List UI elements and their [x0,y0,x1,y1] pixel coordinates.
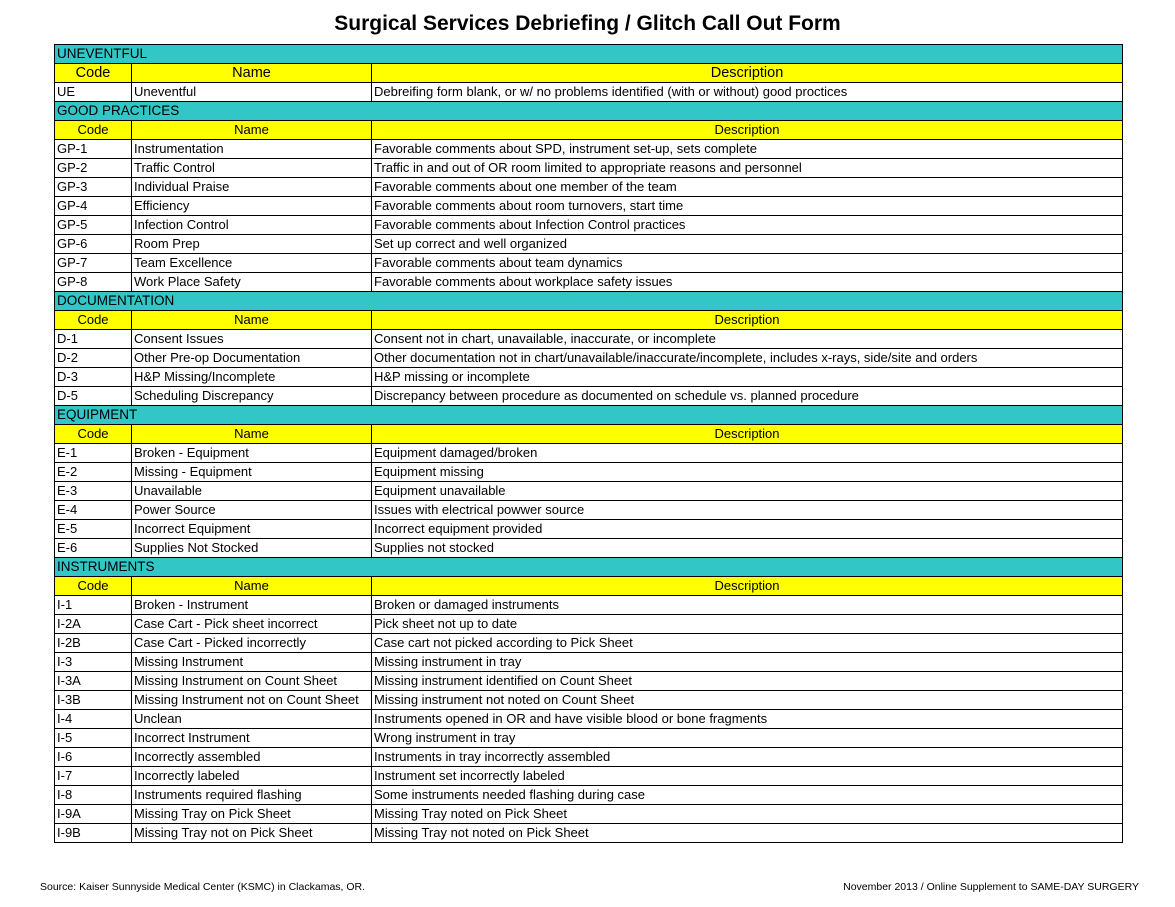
row-name: Consent Issues [132,330,372,349]
table-row [55,216,1123,235]
table-row [55,748,1123,767]
row-code: GP-1 [55,140,132,159]
page-title: Surgical Services Debriefing / Glitch Call Out Form [334,12,841,35]
row-name: Unavailable [132,482,372,501]
table-row [55,482,1123,501]
row-name: Power Source [132,501,372,520]
column-header-row [55,425,1123,444]
row-description: Instruments opened in OR and have visible blood or bone fragments [372,710,1123,729]
table-row [55,140,1123,159]
publication-note: November 2013 / Online Supplement to SAME-DAY SURGERY [843,881,1139,893]
row-name: Other Pre-op Documentation [132,349,372,368]
row-code: GP-7 [55,254,132,273]
table-row [55,615,1123,634]
name-column-header: Name [132,425,372,444]
section-title: INSTRUMENTS [55,558,1123,577]
row-description: Missing instrument identified on Count Sheet [372,672,1123,691]
row-code: I-3B [55,691,132,710]
row-description: Favorable comments about workplace safety issues [372,273,1123,292]
table-row [55,197,1123,216]
row-description: Equipment unavailable [372,482,1123,501]
row-code: I-3 [55,653,132,672]
section-title: DOCUMENTATION [55,292,1123,311]
row-description: Favorable comments about SPD, instrument set-up, sets complete [372,140,1123,159]
row-description: Missing Tray not noted on Pick Sheet [372,824,1123,843]
row-code: I-2B [55,634,132,653]
code-column-header: Code [55,121,132,140]
row-code: E-5 [55,520,132,539]
row-code: I-8 [55,786,132,805]
row-name: Supplies Not Stocked [132,539,372,558]
row-description: Pick sheet not up to date [372,615,1123,634]
row-name: Incorrectly labeled [132,767,372,786]
row-name: Infection Control [132,216,372,235]
description-column-header: Description [372,425,1123,444]
table-row [55,710,1123,729]
row-code: E-4 [55,501,132,520]
row-code: E-3 [55,482,132,501]
section-header [55,102,1123,121]
row-description: H&P missing or incomplete [372,368,1123,387]
row-description: Missing Tray noted on Pick Sheet [372,805,1123,824]
table-row [55,596,1123,615]
row-description: Supplies not stocked [372,539,1123,558]
row-name: Broken - Instrument [132,596,372,615]
row-code: E-1 [55,444,132,463]
row-description: Consent not in chart, unavailable, inaccurate, or incomplete [372,330,1123,349]
row-code: I-3A [55,672,132,691]
description-column-header: Description [372,121,1123,140]
row-code: E-2 [55,463,132,482]
row-description: Favorable comments about one member of the team [372,178,1123,197]
row-code: I-6 [55,748,132,767]
section-title: EQUIPMENT [55,406,1123,425]
section-header [55,292,1123,311]
table-row [55,729,1123,748]
glitch-call-out-table [54,44,1123,843]
row-description: Wrong instrument in tray [372,729,1123,748]
row-name: Traffic Control [132,159,372,178]
row-description: Favorable comments about Infection Control practices [372,216,1123,235]
table-row [55,273,1123,292]
row-description: Incorrect equipment provided [372,520,1123,539]
row-code: I-4 [55,710,132,729]
section-title: UNEVENTFUL [55,45,1123,64]
description-column-header: Description [372,577,1123,596]
table-row [55,159,1123,178]
row-code: I-2A [55,615,132,634]
row-code: I-5 [55,729,132,748]
table-row [55,444,1123,463]
table-row [55,672,1123,691]
row-description: Debreifing form blank, or w/ no problems identified (with or without) good proctices [372,83,1123,102]
description-column-header: Description [372,311,1123,330]
row-name: Missing Instrument [132,653,372,672]
row-name: Efficiency [132,197,372,216]
row-code: UE [55,83,132,102]
row-description: Missing instrument not noted on Count Sheet [372,691,1123,710]
table-row [55,634,1123,653]
column-header-row [55,64,1123,83]
table-row [55,691,1123,710]
table-body [55,45,1123,843]
row-name: Missing Tray on Pick Sheet [132,805,372,824]
row-description: Favorable comments about team dynamics [372,254,1123,273]
row-name: Incorrectly assembled [132,748,372,767]
row-description: Issues with electrical powwer source [372,501,1123,520]
table-row [55,330,1123,349]
row-name: H&P Missing/Incomplete [132,368,372,387]
row-description: Instrument set incorrectly labeled [372,767,1123,786]
row-name: Individual Praise [132,178,372,197]
row-name: Instrumentation [132,140,372,159]
row-description: Instruments in tray incorrectly assembled [372,748,1123,767]
table-row [55,653,1123,672]
source-note: Source: Kaiser Sunnyside Medical Center (KSMC) in Clackamas, OR. [40,881,366,893]
row-code: I-7 [55,767,132,786]
table-row [55,786,1123,805]
row-description: Discrepancy between procedure as documented on schedule vs. planned procedure [372,387,1123,406]
table-row [55,83,1123,102]
table-row [55,235,1123,254]
row-code: I-9A [55,805,132,824]
row-description: Case cart not picked according to Pick Sheet [372,634,1123,653]
row-name: Missing Instrument on Count Sheet [132,672,372,691]
table-row [55,539,1123,558]
row-name: Broken - Equipment [132,444,372,463]
row-code: D-5 [55,387,132,406]
section-title: GOOD PRACTICES [55,102,1123,121]
name-column-header: Name [132,121,372,140]
row-description: Equipment missing [372,463,1123,482]
row-code: GP-8 [55,273,132,292]
table-row [55,805,1123,824]
row-description: Broken or damaged instruments [372,596,1123,615]
table-row [55,254,1123,273]
row-description: Favorable comments about room turnovers, start time [372,197,1123,216]
table-row [55,368,1123,387]
row-code: I-1 [55,596,132,615]
row-name: Missing Instrument not on Count Sheet [132,691,372,710]
table-row [55,520,1123,539]
row-name: Missing - Equipment [132,463,372,482]
description-column-header: Description [372,64,1123,83]
code-column-header: Code [55,64,132,83]
column-header-row [55,121,1123,140]
row-code: GP-5 [55,216,132,235]
section-header [55,558,1123,577]
code-column-header: Code [55,577,132,596]
table-row [55,767,1123,786]
name-column-header: Name [132,311,372,330]
row-name: Unclean [132,710,372,729]
row-code: GP-3 [55,178,132,197]
table-row [55,178,1123,197]
row-description: Other documentation not in chart/unavailable/inaccurate/incomplete, includes x-rays, side/site and orders [372,349,1123,368]
row-code: GP-6 [55,235,132,254]
row-code: I-9B [55,824,132,843]
row-code: D-2 [55,349,132,368]
section-header [55,406,1123,425]
row-code: GP-2 [55,159,132,178]
column-header-row [55,577,1123,596]
table-row [55,501,1123,520]
row-description: Traffic in and out of OR room limited to appropriate reasons and personnel [372,159,1123,178]
row-name: Uneventful [132,83,372,102]
row-name: Instruments required flashing [132,786,372,805]
row-name: Case Cart - Pick sheet incorrect [132,615,372,634]
table-row [55,349,1123,368]
row-description: Some instruments needed flashing during case [372,786,1123,805]
code-column-header: Code [55,311,132,330]
table-row [55,387,1123,406]
name-column-header: Name [132,64,372,83]
row-code: D-1 [55,330,132,349]
row-code: D-3 [55,368,132,387]
table-row [55,463,1123,482]
row-name: Team Excellence [132,254,372,273]
row-name: Work Place Safety [132,273,372,292]
code-column-header: Code [55,425,132,444]
row-name: Room Prep [132,235,372,254]
row-name: Case Cart - Picked incorrectly [132,634,372,653]
column-header-row [55,311,1123,330]
row-description: Set up correct and well organized [372,235,1123,254]
row-name: Incorrect Instrument [132,729,372,748]
table-row [55,824,1123,843]
section-header [55,45,1123,64]
row-name: Scheduling Discrepancy [132,387,372,406]
row-name: Missing Tray not on Pick Sheet [132,824,372,843]
row-description: Missing instrument in tray [372,653,1123,672]
row-name: Incorrect Equipment [132,520,372,539]
row-code: GP-4 [55,197,132,216]
row-description: Equipment damaged/broken [372,444,1123,463]
name-column-header: Name [132,577,372,596]
row-code: E-6 [55,539,132,558]
